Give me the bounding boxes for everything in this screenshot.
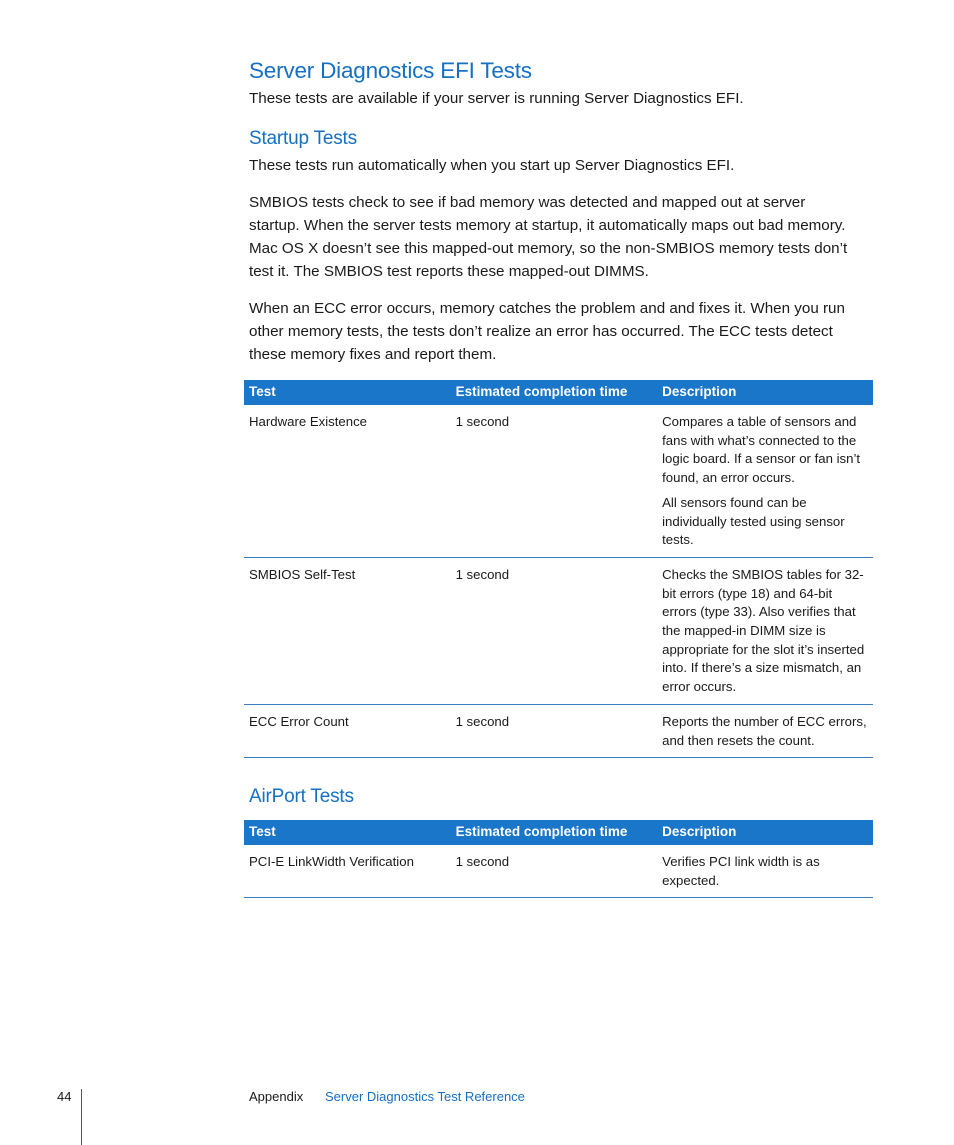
cell-description xyxy=(657,845,873,898)
startup-paragraph-3: When an ECC error occurs, memory catches the problem and and fixes it. When you run other memory tests, the tests don’t realize an error has occurred. The ECC tests detect these memory fixes and report them. xyxy=(249,300,845,363)
section-heading-startup: Startup Tests xyxy=(249,128,357,149)
footer-chapter-title: Server Diagnostics Test Reference xyxy=(325,1089,525,1104)
table-header-row xyxy=(244,820,873,845)
airport-tests-table xyxy=(244,820,873,898)
intro-text: These tests are available if your server is running Server Diagnostics EFI. xyxy=(249,90,744,107)
description-note: All sensors found can be individually tested using sensor tests. xyxy=(662,494,845,548)
cell-description xyxy=(657,704,873,757)
cell-time: 1 second xyxy=(451,405,658,557)
table-row xyxy=(244,845,873,898)
cell-description xyxy=(657,557,873,704)
cell-time: 1 second xyxy=(451,704,658,757)
cell-time: 1 second xyxy=(451,845,658,898)
page-title: Server Diagnostics EFI Tests xyxy=(249,58,532,83)
table-row xyxy=(244,704,873,757)
table-row xyxy=(244,405,873,557)
column-header-time: Estimated completion time xyxy=(451,380,658,405)
page-number: 44 xyxy=(57,1089,72,1104)
description-text: Verifies PCI link width is as expected. xyxy=(662,854,820,888)
cell-description xyxy=(657,405,873,557)
table-header-row xyxy=(244,380,873,405)
cell-test: Hardware Existence xyxy=(244,405,451,557)
cell-test: SMBIOS Self-Test xyxy=(244,557,451,704)
column-header-time: Estimated completion time xyxy=(451,820,658,845)
startup-paragraph-2: SMBIOS tests check to see if bad memory was detected and mapped out at server startup. When the server tests memory at startup, it automatically maps out bad memory. Mac OS X doesn’t see this mapped-out memory, so the non-SMBIOS memory tests don’t test it. The SMBIOS test reports these mapped-out DIMMS. xyxy=(249,194,848,280)
cell-test: PCI-E LinkWidth Verification xyxy=(244,845,451,898)
footer-section-label: Appendix xyxy=(249,1089,304,1104)
column-header-test: Test xyxy=(244,820,451,845)
column-header-description: Description xyxy=(657,820,873,845)
startup-paragraph-1: These tests run automatically when you start up Server Diagnostics EFI. xyxy=(249,157,735,174)
column-header-test: Test xyxy=(244,380,451,405)
description-text: Checks the SMBIOS tables for 32-bit errors (type 18) and 64-bit errors (type 33). Also verifies that the mapped-in DIMM size is appropriate for the slot it’s inserted into. If there’s a size mismatch, an error occurs. xyxy=(662,566,865,695)
footer-divider xyxy=(81,1089,82,1145)
cell-time: 1 second xyxy=(451,557,658,704)
startup-tests-table xyxy=(244,380,873,758)
description-text: Compares a table of sensors and fans with what’s connected to the logic board. If a sensor or fan isn’t found, an error occurs. xyxy=(662,414,861,486)
table-row xyxy=(244,557,873,704)
cell-test: ECC Error Count xyxy=(244,704,451,757)
description-text: Reports the number of ECC errors, and then resets the count. xyxy=(662,713,867,748)
column-header-description: Description xyxy=(657,380,873,405)
section-heading-airport: AirPort Tests xyxy=(249,786,354,807)
